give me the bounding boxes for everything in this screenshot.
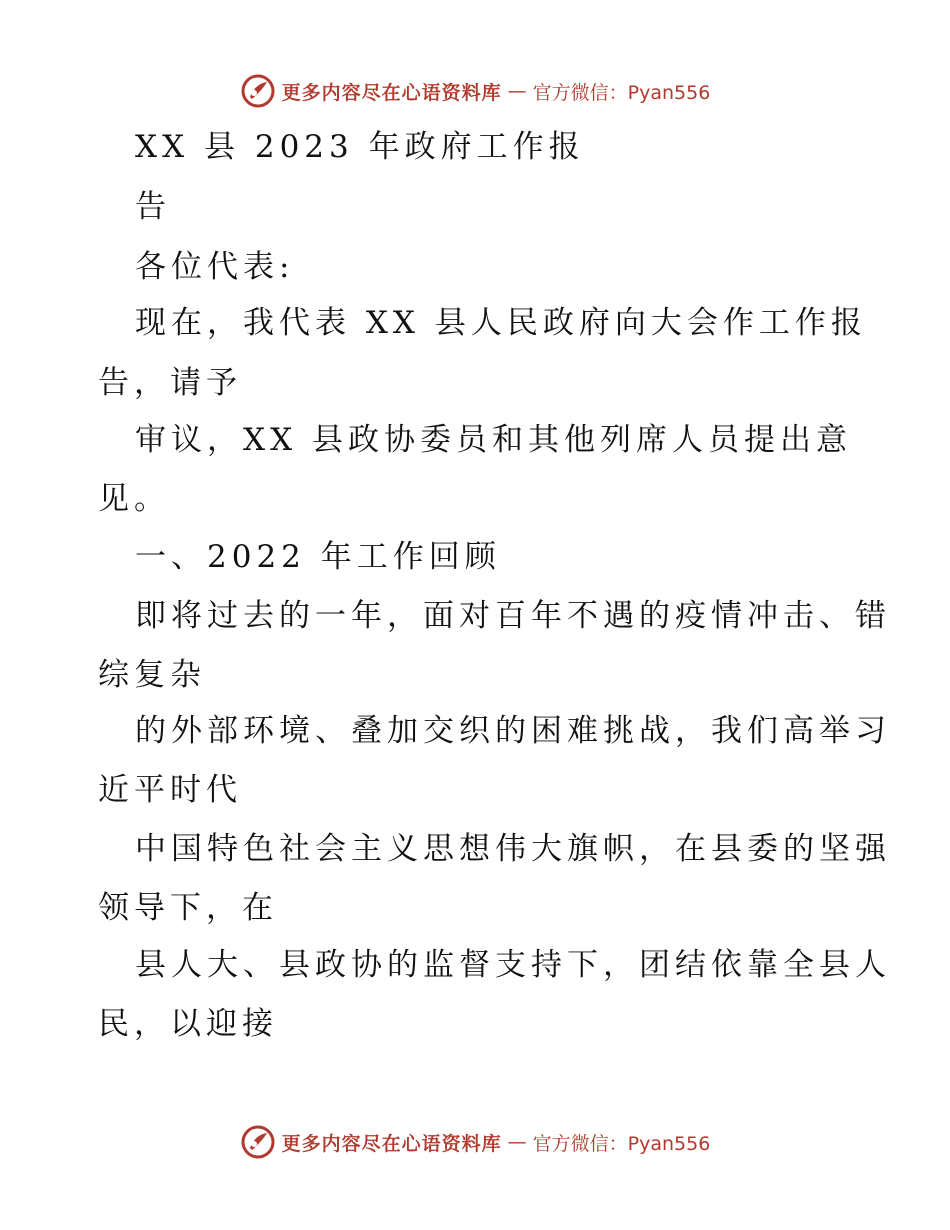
paragraph-line: 审议，XX 县政协委员和其他列席人员提出意 bbox=[135, 422, 852, 458]
header-watermark bbox=[0, 71, 950, 111]
watermark-separator: — bbox=[507, 1131, 527, 1153]
paragraph-line: 见。 bbox=[98, 481, 170, 517]
paragraph-line: 民，以迎接 bbox=[98, 1006, 278, 1042]
paragraph-line: 近平时代 bbox=[98, 772, 242, 808]
paragraph-line: 中国特色社会主义思想伟大旗帜，在县委的坚强 bbox=[135, 831, 891, 867]
paragraph-line: 综复杂 bbox=[98, 657, 206, 693]
watermark-separator: — bbox=[507, 80, 527, 102]
paragraph-line: 县人大、县政协的监督支持下，团结依靠全县人 bbox=[135, 947, 891, 983]
doc-title-line-2: 告 bbox=[135, 189, 171, 225]
paragraph-line: 告，请予 bbox=[98, 365, 242, 401]
paragraph-line: 的外部环境、叠加交织的困难挑战，我们高举习 bbox=[135, 713, 891, 749]
watermark-text: 更多内容尽在心语资料库 bbox=[281, 1132, 502, 1155]
paragraph-line: 即将过去的一年，面对百年不遇的疫情冲击、错 bbox=[135, 598, 891, 634]
watermark-contact: 官方微信：Pyan556 bbox=[532, 81, 711, 104]
paragraph-line: 领导下，在 bbox=[98, 890, 278, 926]
paragraph-line: 现在，我代表 XX 县人民政府向大会作工作报 bbox=[135, 305, 867, 341]
brand-logo-icon bbox=[240, 73, 276, 109]
brand-logo-icon bbox=[240, 1124, 276, 1160]
footer-watermark bbox=[0, 1122, 950, 1162]
watermark-contact: 官方微信：Pyan556 bbox=[532, 1132, 711, 1155]
salutation: 各位代表: bbox=[135, 249, 295, 285]
watermark-text: 更多内容尽在心语资料库 bbox=[281, 81, 502, 104]
doc-title-line-1: XX 县 2023 年政府工作报 bbox=[135, 129, 585, 165]
section-heading: 一、2022 年工作回顾 bbox=[135, 539, 501, 575]
